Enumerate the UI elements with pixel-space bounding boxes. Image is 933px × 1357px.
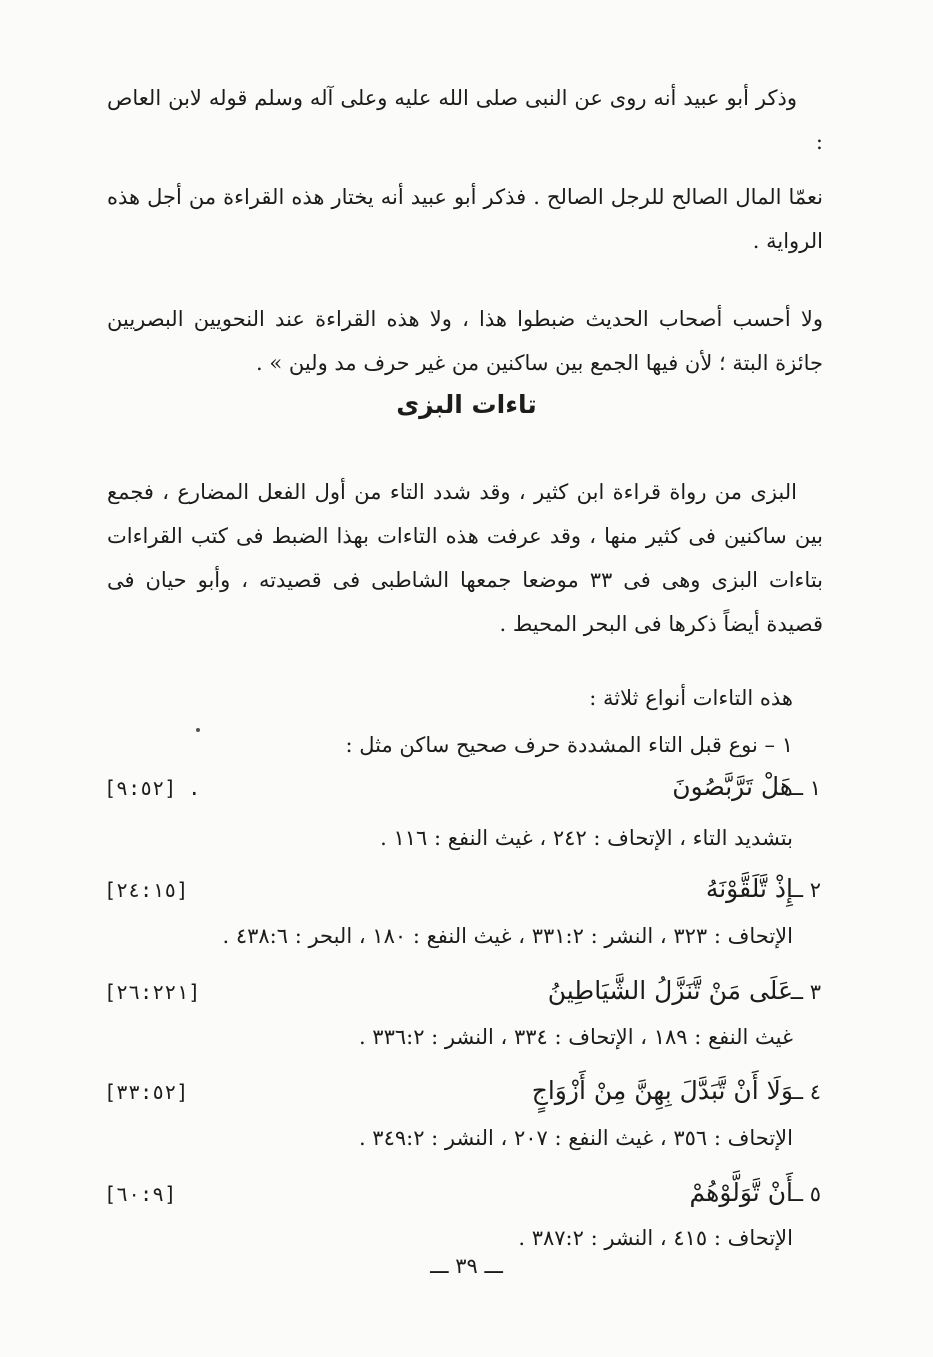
verse-reference: [٣٣:٥٢] bbox=[104, 1080, 189, 1104]
example-row bbox=[104, 976, 821, 1020]
example-number: ٢ ــ bbox=[790, 878, 821, 902]
example-sources: الإتحاف : ٣٢٣ ، النشر : ٣٣١:٢ ، غيث النفع : ١٨٠ ، البحر : ٤٣٨:٦ . bbox=[222, 924, 793, 948]
type-one-line: ١ – نوع قبل التاء المشددة حرف صحيح ساكن مثل : bbox=[345, 733, 793, 757]
example-sources: الإتحاف : ٤١٥ ، النشر : ٣٨٧:٢ . bbox=[518, 1226, 793, 1250]
paragraph-grammarians: ولا أحسب أصحاب الحديث ضبطوا هذا ، ولا هذه القراءة عند النحويين البصريين جائزة البتة ؛ لأن فيها الجمع بين ساكنين من غير حرف مد ولين » . bbox=[107, 307, 823, 375]
example-number: ٣ ــ bbox=[790, 980, 821, 1004]
verse-reference: [٢٦:٢٢١] bbox=[104, 980, 201, 1004]
types-line: هذه التاءات أنواع ثلاثة : bbox=[589, 686, 793, 710]
example-sources: غيث النفع : ١٨٩ ، الإتحاف : ٣٣٤ ، النشر : ٣٣٦:٢ . bbox=[358, 1025, 793, 1049]
ink-speck bbox=[196, 728, 200, 732]
example-number: ٥ ــ bbox=[790, 1182, 821, 1206]
verse-reference: [٢٤:١٥] bbox=[104, 878, 189, 902]
example-verse: أَنْ تَّوَلَّوْهُمْ bbox=[689, 1178, 793, 1207]
example-verse: عَلَى مَنْ تَّنَزَّلُ الشَّيَاطِينُ bbox=[547, 976, 793, 1005]
verse-reference: [٩:٥٢] . bbox=[104, 776, 201, 800]
example-sources: بتشديد التاء ، الإتحاف : ٢٤٢ ، غيث النفع : ١١٦ . bbox=[380, 826, 793, 850]
example-row bbox=[104, 1076, 821, 1120]
example-verse: هَلْ تَرَّبَّصُونَ bbox=[672, 772, 793, 801]
example-row bbox=[104, 874, 821, 918]
example-number: ٤ ــ bbox=[790, 1080, 821, 1104]
section-heading: تاءات البزى bbox=[396, 390, 537, 419]
example-row bbox=[104, 772, 821, 816]
page-number: ـــ ٣٩ ـــ bbox=[430, 1254, 503, 1278]
verse-reference: [٦٠:٩] bbox=[104, 1182, 177, 1206]
example-verse: إِذْ تَّلَقَّوْنَهُ bbox=[705, 874, 793, 903]
example-verse: وَلَا أَنْ تَّبَدَّلَ بِهِنَّ مِنْ أَزْوَاجٍ bbox=[531, 1076, 793, 1105]
paragraph-hadith: نعمّا المال الصالح للرجل الصالح . فذكر أبو عبيد أنه يختار هذه القراءة من أجل هذه الرواية . bbox=[107, 185, 823, 253]
example-row bbox=[104, 1178, 821, 1222]
example-number: ١ ــ bbox=[790, 776, 821, 800]
paragraph-abu-ubaid: وذكر أبو عبيد أنه روى عن النبى صلى الله عليه وعلى آله وسلم قوله لابن العاص : bbox=[107, 86, 823, 154]
paragraph-intro: البزى من رواة قراءة ابن كثير ، وقد شدد التاء من أول الفعل المضارع ، فجمع بين ساكنين فى كثير منها ، وقد عرفت هذه التاءات بهذا الضبط فى كتب القراءات بتاءات البزى وهى فى ٣٣ موضعا جمعها الشاطبى فى قصيدته ، وأبو حيان فى قصيدة أيضاً ذكرها فى البحر المحيط . bbox=[107, 480, 824, 636]
example-sources: الإتحاف : ٣٥٦ ، غيث النفع : ٢٠٧ ، النشر : ٣٤٩:٢ . bbox=[358, 1126, 793, 1150]
